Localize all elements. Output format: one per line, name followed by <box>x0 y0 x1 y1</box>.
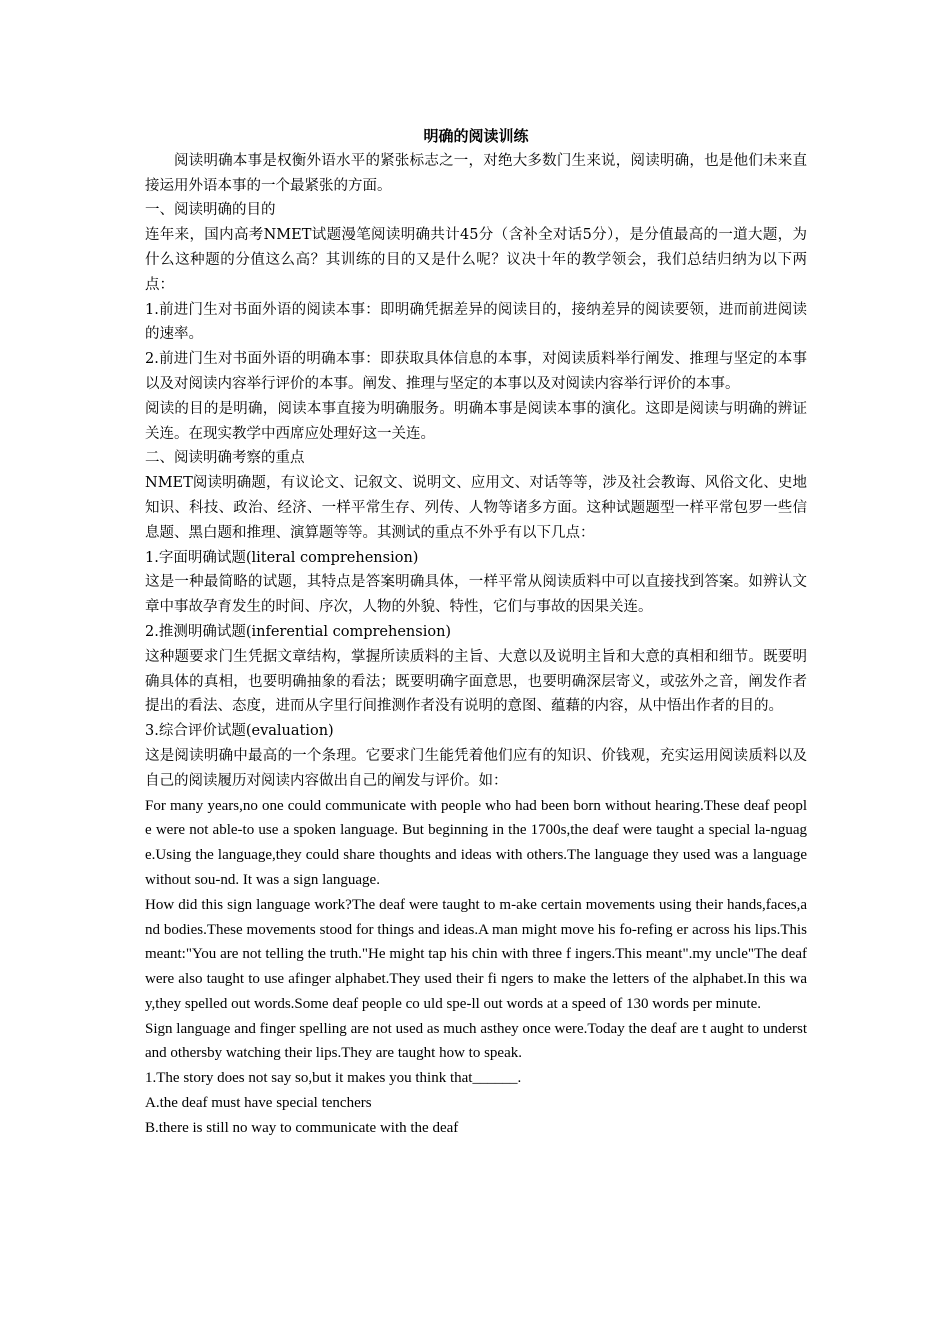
option-b: B.there is still no way to communicate with the deaf <box>145 1119 459 1136</box>
section-heading-2: 二、阅读明确考察的重点 <box>145 450 305 467</box>
point-1-paragraph: 1.前进门生对书面外语的阅读本事：即明确凭据差异的阅读目的，接纳差异的阅读要领，进而前进阅读的速率。 <box>145 301 807 343</box>
reading-relation-paragraph: 阅读的目的是明确，阅读本事直接为明确服务。明确本事是阅读本事的演化。这即是阅读与明确的辨证关连。在现实教学中西席应处理好这一关连。 <box>145 400 807 442</box>
document-page <box>145 124 807 1141</box>
nmet-topics-paragraph: NMET阅读明确题，有议论文、记叙文、说明文、应用文、对话等等，涉及社会教诲、风俗文化、史地知识、科技、政治、经济、一样平常生存、列传、人物等诸多方面。这种试题题型一样平常包罗一些信息题、黑白题和推理、演算题等等。其测试的重点不外乎有以下几点： <box>145 475 807 541</box>
section-heading-1: 一、阅读明确的目的 <box>145 202 276 219</box>
evaluation-paragraph: 这是阅读明确中最高的一个条理。它要求门生能凭着他们应有的知识、价钱观，充实运用阅读质料以及自己的阅读履历对阅读内容做出自己的阐发与评价。如： <box>145 747 807 789</box>
point-2-paragraph: 2.前进门生对书面外语的明确本事：即获取具体信息的本事，对阅读质料举行阐发、推理与坚定的本事以及对阅读内容举行评价的本事。阐发、推理与坚定的本事以及对阅读内容举行评价的本事。 <box>145 351 807 392</box>
paragraph-nmet-score: 连年来，国内高考NMET试题漫笔阅读明确共计45分（含补全对话5分），是分值最高的一道大题，为什么这种题的分值这么高？其训练的目的又是什么呢？议决十年的教学领会，我们总结归纳为以下两点： <box>145 227 807 293</box>
document-title: 明确的阅读训练 <box>423 127 529 145</box>
english-passage-2: How did this sign language work?The deaf were taught to m-ake certain movements using their hands,faces,and bodies.These movements stood for things and ideas.A man might move his fo-refing er across his lips.This meant:"You are not telling the truth."He might tap his chin with three f ingers.This meant".my uncle"The deaf were also taught to use afinger alphabet.They used their fi ngers to make the letters of the alphabet.In this way,they spelled out words.Some deaf people co uld spe-ll out words at a speed of 130 words per minute. <box>145 896 807 1012</box>
english-passage-1: For many years,no one could communicate with people who had been born without hearing.These deaf people were not able-to use a spoken language. But beginning in the 1700s,the deaf were taught a special la-nguage.Using the language,they could share thoughts and ideas with others.The language they used was a language without sou-nd. It was a sign language. <box>145 797 807 888</box>
subheading-evaluation: 3.综合评价试题(evaluation) <box>145 723 334 740</box>
literal-paragraph: 这是一种最简略的试题，其特点是答案明确具体，一样平常从阅读质料中可以直接找到答案。如辨认文章中事故孕育发生的时间、序次，人物的外貌、特性，它们与事故的因果关连。 <box>145 574 807 616</box>
question-1: 1.The story does not say so,but it makes you think that______. <box>145 1070 522 1087</box>
intro-paragraph: 阅读明确本事是权衡外语水平的紧张标志之一，对绝大多数门生来说，阅读明确，也是他们未来直接运用外语本事的一个最紧张的方面。 <box>145 152 807 194</box>
option-a: A.the deaf must have special tenchers <box>145 1095 372 1112</box>
english-passage-3: Sign language and finger spelling are not used as much asthey once were.Today the deaf are t aught to understand othersby watching their lips.They are taught how to speak. <box>145 1020 807 1062</box>
subheading-inferential: 2.推测明确试题(inferential comprehension) <box>145 623 452 640</box>
subheading-literal: 1.字面明确试题(literal comprehension) <box>145 549 419 566</box>
inferential-paragraph: 这种题要求门生凭据文章结构，掌握所读质料的主旨、大意以及说明主旨和大意的真相和细节。既要明确具体的真相，也要明确抽象的看法；既要明确字面意思，也要明确深层寄义，或弦外之音，阐发作者提出的看法、态度，进而从字里行间推测作者没有说明的意图、蕴藉的内容，从中悟出作者的目的。 <box>145 648 807 715</box>
